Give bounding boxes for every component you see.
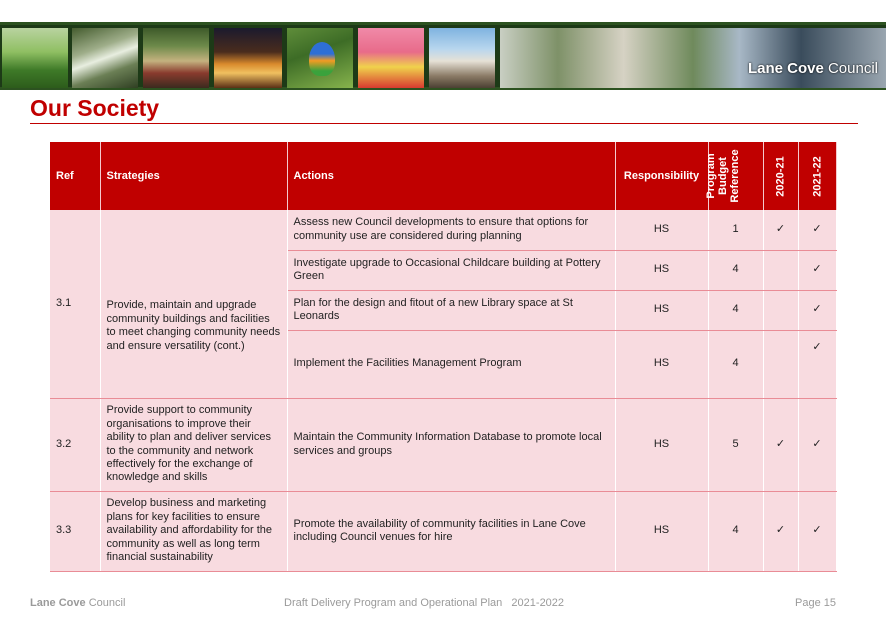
budget-ref-cell: 4 [708, 330, 763, 398]
checkmark-2020-21 [763, 250, 798, 290]
banner-photo-performer [358, 28, 424, 88]
footer-org-bold: Lane Cove [30, 597, 86, 609]
header-strategies: Strategies [100, 142, 287, 210]
brand-bold: Lane Cove [747, 60, 824, 77]
table-header-row [50, 142, 836, 210]
title-divider [30, 123, 858, 124]
header-year-2020-21 [763, 142, 798, 210]
banner-photo-night-market [214, 28, 282, 88]
strategy-cell: Provide, maintain and upgrade community buildings and facilities to meet changing community needs and ensure versatility (cont.) [100, 210, 287, 398]
budget-ref-cell: 1 [708, 210, 763, 250]
page-title: Our Society [30, 95, 160, 121]
banner-photo-village-river [500, 28, 886, 88]
header-program-line3: Reference [728, 149, 741, 203]
action-cell: Maintain the Community Information Database to promote local services and groups [287, 398, 615, 491]
header-responsibility: Responsibility [615, 142, 708, 210]
responsibility-cell: HS [615, 491, 708, 571]
checkmark-2021-22: ✓ [798, 491, 836, 571]
header-banner [0, 22, 886, 90]
footer-organisation [30, 597, 125, 609]
footer-document-title: Draft Delivery Program and Operational Plan 2021-2022 [284, 597, 565, 609]
council-logo [748, 60, 878, 77]
checkmark-2021-22: ✓ [798, 210, 836, 250]
responsibility-cell: HS [615, 250, 708, 290]
footer-page-number: Page 15 [795, 597, 836, 609]
checkmark-2021-22: ✓ [798, 290, 836, 330]
ref-cell: 3.2 [50, 398, 100, 491]
table-row [50, 491, 836, 571]
table-row [50, 210, 836, 250]
header-program-line1: Program [704, 153, 717, 199]
checkmark-2020-21: ✓ [763, 210, 798, 250]
banner-photo-parrot [287, 28, 353, 88]
responsibility-cell: HS [615, 210, 708, 250]
header-year1-label: 2020-21 [774, 155, 786, 197]
ref-cell: 3.3 [50, 491, 100, 571]
checkmark-2020-21: ✓ [763, 491, 798, 571]
budget-ref-cell: 4 [708, 491, 763, 571]
responsibility-cell: HS [615, 290, 708, 330]
header-program-budget-reference [704, 142, 763, 210]
strategy-cell: Develop business and marketing plans for key facilities to ensure availability and affordability for the community as well as long term financial sustainability [100, 491, 287, 571]
budget-ref-cell: 5 [708, 398, 763, 491]
header-program-line2: Budget [716, 157, 729, 195]
strategy-cell: Provide support to community organisations to improve their ability to plan and deliver services to the community and network effectively for the exchange of knowledge and skills [100, 398, 287, 491]
banner-photo-dancers [143, 28, 209, 88]
responsibility-cell: HS [615, 330, 708, 398]
action-cell: Investigate upgrade to Occasional Childcare building at Pottery Green [287, 250, 615, 290]
banner-photo-waterfall [72, 28, 138, 88]
checkmark-2020-21: ✓ [763, 398, 798, 491]
action-cell: Promote the availability of community facilities in Lane Cove including Council venues for hire [287, 491, 615, 571]
brand-light: Council [827, 60, 878, 77]
budget-ref-cell: 4 [708, 250, 763, 290]
action-cell: Implement the Facilities Management Program [287, 330, 615, 398]
checkmark-2021-22: ✓ [798, 330, 836, 398]
delivery-plan-table [50, 142, 837, 572]
footer-org-light: Council [88, 597, 126, 609]
table-row [50, 398, 836, 491]
header-year2-label: 2021-22 [811, 155, 823, 197]
budget-ref-cell: 4 [708, 290, 763, 330]
ref-cell: 3.1 [50, 210, 100, 398]
parrot-image [309, 42, 335, 76]
checkmark-2021-22: ✓ [798, 250, 836, 290]
header-ref: Ref [50, 142, 100, 210]
checkmark-2020-21 [763, 330, 798, 398]
header-actions: Actions [287, 142, 615, 210]
responsibility-cell: HS [615, 398, 708, 491]
action-cell: Assess new Council developments to ensure that options for community use are considered during planning [287, 210, 615, 250]
checkmark-2020-21 [763, 290, 798, 330]
checkmark-2021-22: ✓ [798, 398, 836, 491]
banner-photo-building [429, 28, 495, 88]
action-cell: Plan for the design and fitout of a new Library space at St Leonards [287, 290, 615, 330]
header-year-2021-22 [798, 142, 836, 210]
banner-photo-park [2, 28, 68, 88]
